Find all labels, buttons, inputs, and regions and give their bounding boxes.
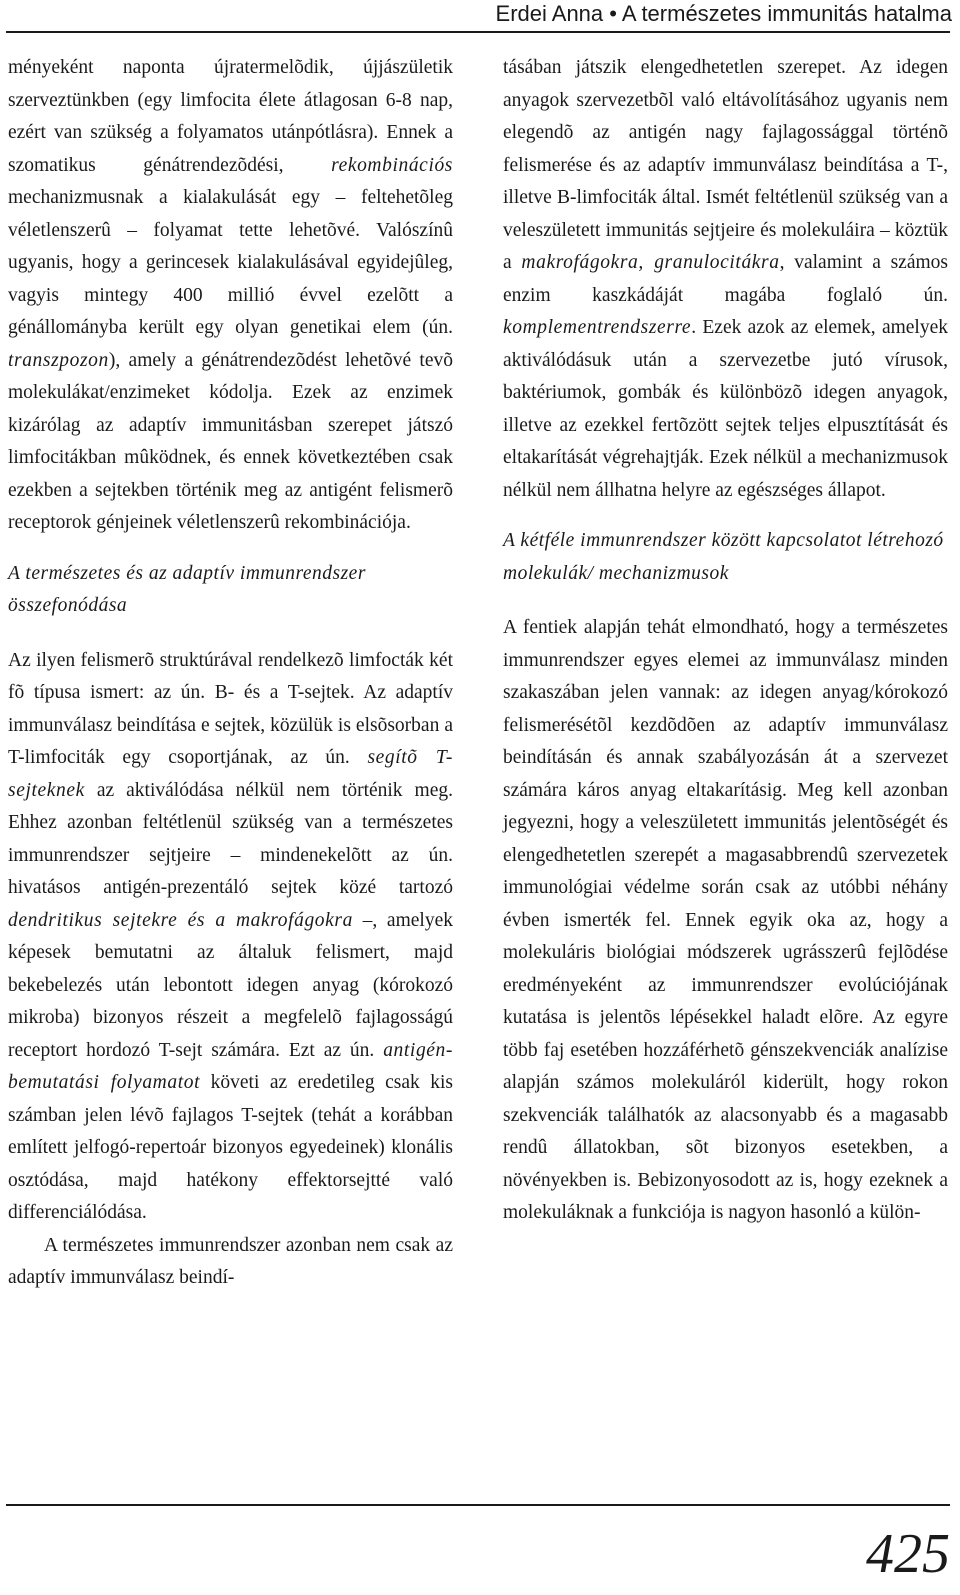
text-run: , valamint a számos enzim kaszkádáját magába foglaló ún. [503, 252, 949, 306]
emphasis-term: dendritikus sejtekre és a makrofágokra [8, 909, 353, 931]
text-run: Az ilyen felismerõ struktúrával rendelkezõ limfocták két fõ típusa ismert: az ún. B- és a T-sejtek. Az adaptív immunválasz beindítása e sejtek, közülük is elsõsorban a T-limfociták egy csoportjának, az ún. [8, 649, 453, 768]
right-paragraph-2 [503, 612, 948, 1230]
text-run: ményeként naponta újratermelõdik, újjászületik szerveztünkben (egy limfocita élete átlagosan 6-8 nap, ezért van szükség a folyamatos utánpótlásra). Ennek a szomatikus génátrendezõdési, [8, 57, 453, 176]
text-run: az aktiválódása nélkül nem történik meg. Ehhez azonban feltétlenül szükség van a természetes immunrendszer sejtjeire – mindenekelõtt az ún. hivatásos antigén-prezentáló sejtek közé tartozó [8, 779, 453, 898]
right-column [503, 52, 948, 1230]
emphasis-term: rekombinációs [331, 154, 453, 176]
emphasis-term: antigén-bemutatási folyamatot [8, 1039, 453, 1093]
text-run: tásában játszik elengedhetetlen szerepet. Az idegen anyagok szervezetbõl való eltávolításához ugyanis nem elegendõ az antigén nagy fajlagossággal történõ felismerése és az adaptív immunválasz beindítása a T-, illetve B-limfociták által. Ismét feltétlenül szükség van a veleszületett immunitás sejtjeire és molekuláira – köztük a [503, 57, 948, 273]
right-paragraph-1 [503, 52, 948, 507]
text-run: ), amely a génátrendezõdést lehetõvé tevõ molekulákat/enzimeket kódolja. Ezek az enzimek kizárólag az adaptív immunitásban szerepet játszó limfocitákban mûködnek, és ennek következtében csak ezekben a sejtekben történik meg az antigént felismerõ receptorok génjeinek véletlenszerû rekombinációja. [8, 349, 453, 533]
left-paragraph-2 [8, 645, 453, 1230]
text-run: A fentiek alapján tehát elmondható, hogy a természetes immunrendszer egyes elemei az immunválasz minden szakaszában jelen vannak: az idegen anyag/kórokozó felismerésétõl kezdõdõen az adaptív immunválasz beindításán és annak szabályozásán át a szervezet számára káros anyag eltakarításig. Meg kell azonban jegyezni, hogy a veleszületett immunitás jelentõségét és elengedhetetlen szerepét a magasabbrendû szervezetek immunológiai védelme során csak az utóbbi néhány évben ismerték fel. Ennek egyik oka az, hogy a molekuláris biológiai módszerek ugrásszerû fejlõdése eredményeként az immunrendszer evolúciójának kutatása is jelentõs lépésekkel haladt elõre. Az egyre több faj esetében hozzáférhetõ génszekvenciák analízise alapján számos molekuláról kiderült, hogy rokon szekvenciák találhatók az alacsonyabb és a magasabb rendû állatokban, sõt bizonyos esetekben, a növényekben is. Bebizonyosodott az is, hogy ezeknek a molekuláknak a funkciója is nagyon hasonló a külön- [503, 617, 948, 1223]
text-run: . Ezek azok az elemek, amelyek aktiválódásuk után a szervezetbe jutó vírusok, baktériumok, gombák és különbözõ idegen anyagok, illetve az ezekkel fertõzött sejtek teljes elpusztítását és eltakarítását végrehajtják. Ezek nélkül a mechanizmusok nélkül nem állhatna helyre az egészséges állapot. [503, 317, 948, 501]
left-paragraph-3 [8, 1230, 453, 1295]
page-number: 425 [866, 1523, 950, 1585]
running-header: Erdei Anna • A természetes immunitás hatalma [495, 1, 952, 26]
text-run: mechanizmusnak a kialakulását egy – feltehetõleg véletlenszerû – folyamat tette lehetõvé. Valószínû ugyanis, hogy a gerincesek kialakulásával egyidejûleg, vagyis mintegy 400 millió évvel ezelõtt a génállományba került egy olyan genetikai elem (ún. [8, 187, 453, 338]
text-run: követi az eredetileg csak kis számban jelen lévõ fajlagos T-sejtek (tehát a korábban említett jelfogó-repertoár bizonyos egyedeinek) klonális osztódása, majd hatékony effektorsejtté való differenciálódása. [8, 1072, 453, 1223]
header-rule [6, 31, 950, 33]
emphasis-term: makrofágokra, granulocitákra [521, 252, 780, 273]
left-column [8, 52, 453, 1295]
section-heading-right: A kétféle immunrendszer között kapcsolatot létrehozó molekulák/ mechanizmusok [503, 530, 944, 584]
footer-rule [6, 1504, 950, 1506]
emphasis-term: transzpozon [8, 349, 109, 371]
emphasis-term: komplementrendszerre [503, 317, 692, 338]
text-run: A természetes immunrendszer azonban nem csak az adaptív immunválasz beindí- [8, 1234, 453, 1288]
section-heading-left: A természetes és az adaptív immunrendszer összefonódása [8, 562, 366, 616]
emphasis-term: segítõ T-sejteknek [8, 747, 453, 801]
text-run: –, amelyek képesek bemutatni az általuk felismert, majd bekebelezés után lebontott idegen anyag (kórokozó mikroba) bizonyos részeit a megfelelõ fajlagosságú receptort hordozó T-sejt számára. Ezt az ún. [8, 909, 453, 1061]
left-paragraph-1 [8, 52, 453, 540]
